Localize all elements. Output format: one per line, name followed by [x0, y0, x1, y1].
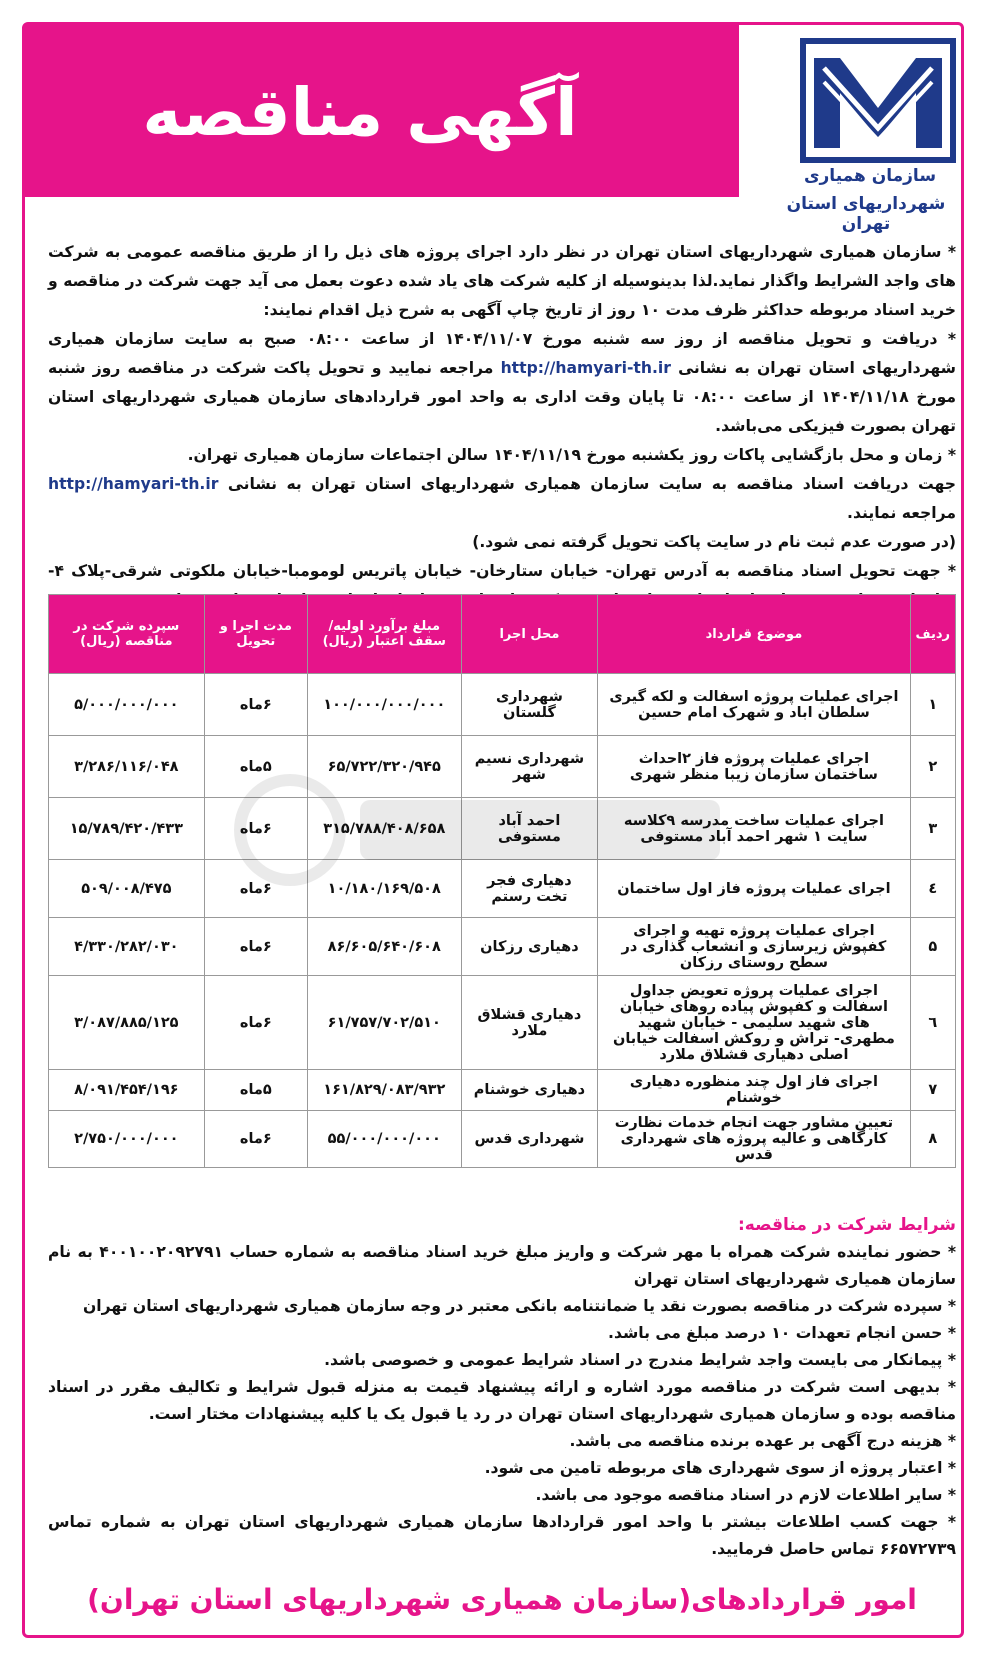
- intro-text: جهت دریافت اسناد مناقصه به سایت سازمان همیاری شهرداریهای استان تهران به نشانی: [227, 475, 957, 493]
- ad-title: آگهی مناقصه عمومی: [142, 74, 578, 261]
- condition-item: * بدیهی است شرکت در مناقصه مورد اشاره و ارائه پیشنهاد قیمت به منزله قبول شرایط و تکالیف مقرر در اسناد مناقصه بوده و سازمان همیاری شهرداریهای استان تهران در رد یا قبول یک یا کلیه پیشنهادات مختار است.: [48, 1378, 956, 1423]
- row-number-cell: ۳: [910, 798, 955, 860]
- budget-cell: ۶۱/۷۵۷/۷۰۲/۵۱۰: [308, 976, 462, 1070]
- duration-cell: ۶ماه: [204, 1111, 307, 1168]
- row-number-cell: ۵: [910, 918, 955, 976]
- condition-item: * هزینه درج آگهی بر عهده برنده مناقصه می باشد.: [569, 1432, 956, 1450]
- intro-text: مراجعه نمایند.: [847, 504, 956, 522]
- intro-paragraph: * سازمان همیاری شهرداریهای استان تهران در نظر دارد اجرای پروژه های ذیل را از طریق مناقصه عمومی به شرکت های واجد الشرایط واگذار نماید.لذا بدینوسیله از کلیه شرکت های یاد شده دعوت بعمل می آید جهت شرکت در مناقصه و خرید اسناد مربوطه حداکثر ظرف مدت ۱۰ روز از تاریخ چاپ آگهی به شرح ذیل اقدام نمایند:: [48, 243, 956, 319]
- duration-cell: ۶ماه: [204, 798, 307, 860]
- deposit-cell: ۵/۰۰۰/۰۰۰/۰۰۰: [49, 674, 205, 736]
- table-row: [49, 798, 956, 860]
- budget-cell: ۱۶۱/۸۲۹/۰۸۳/۹۳۲: [308, 1070, 462, 1111]
- table-header-row: [49, 595, 956, 674]
- intro-paragraph: [48, 470, 956, 528]
- org-name-line1: سازمان همیاری: [803, 166, 937, 186]
- deposit-cell: ۵۰۹/۰۰۸/۴۷۵: [49, 860, 205, 918]
- duration-cell: ۶ماه: [204, 674, 307, 736]
- place-cell: دهیاری خوشنام: [461, 1070, 598, 1111]
- deposit-cell: ۳/۰۸۷/۸۸۵/۱۲۵: [49, 976, 205, 1070]
- table-row: [49, 1070, 956, 1111]
- subject-cell: تعیین مشاور جهت انجام خدمات نظارت کارگاهی و عالیه پروژه های شهرداری قدس: [598, 1111, 910, 1168]
- duration-cell: ۶ماه: [204, 860, 307, 918]
- header-place: محل اجرا: [461, 595, 598, 674]
- table-row: [49, 674, 956, 736]
- row-number-cell: ٤: [910, 860, 955, 918]
- duration-cell: ۶ماه: [204, 918, 307, 976]
- place-cell: دهیاری فجر تخت رستم: [461, 860, 598, 918]
- subject-cell: اجرای عملیات پروژه تهیه و اجرای کفپوش زیرسازی و انشعاب گذاری در سطح روستای رزکان: [598, 918, 910, 976]
- deposit-cell: ۱۵/۷۸۹/۴۲۰/۴۳۳: [49, 798, 205, 860]
- organization-logo: [800, 38, 956, 163]
- table-row: [49, 860, 956, 918]
- duration-cell: ۵ماه: [204, 1070, 307, 1111]
- table-row: [49, 1111, 956, 1168]
- header-deposit: سپرده شرکت در مناقصه (ریال): [49, 595, 205, 674]
- deposit-cell: ۸/۰۹۱/۴۵۴/۱۹۶: [49, 1070, 205, 1111]
- row-number-cell: ۸: [910, 1111, 955, 1168]
- deposit-cell: ۴/۳۳۰/۲۸۲/۰۳۰: [49, 918, 205, 976]
- website-link[interactable]: http://hamyari-th.ir: [500, 359, 671, 377]
- subject-cell: اجرای فاز اول چند منظوره دهیاری خوشنام: [598, 1070, 910, 1111]
- budget-cell: ۵۵/۰۰۰/۰۰۰/۰۰۰: [308, 1111, 462, 1168]
- footer-department: امور قراردادهای(سازمان همیاری شهرداریهای استان تهران): [87, 1583, 917, 1616]
- condition-item: * پیمانکار می بایست واجد شرایط مندرج در اسناد شرایط عمومی و خصوصی باشد.: [324, 1351, 956, 1369]
- conditions-title: شرایط شرکت در مناقصه:: [738, 1215, 956, 1235]
- condition-item: * سایر اطلاعات لازم در اسناد مناقصه موجود می باشد.: [535, 1486, 956, 1504]
- intro-paragraph: * زمان و محل بازگشایی پاکات روز یکشنبه مورخ ۱۴۰۴/۱۱/۱۹ سالن اجتماعات سازمان همیاری تهران.: [187, 446, 956, 464]
- place-cell: شهرداری نسیم شهر: [461, 736, 598, 798]
- row-number-cell: ۲: [910, 736, 955, 798]
- deposit-cell: ۲/۷۵۰/۰۰۰/۰۰۰: [49, 1111, 205, 1168]
- intro-text: * دریافت و تحویل مناقصه از روز سه شنبه مورخ ۱۴۰۴/۱۱/۰۷ از ساعت ۰۸:۰۰ صبح به سایت سازمان همیاری شهرداریهای استان تهران به نشانی: [48, 330, 956, 377]
- place-cell: دهیاری قشلاق ملارد: [461, 976, 598, 1070]
- budget-cell: ۸۶/۶۰۵/۶۴۰/۶۰۸: [308, 918, 462, 976]
- intro-paragraph: (در صورت عدم ثبت نام در سایت پاکت تحویل گرفته نمی شود.): [472, 533, 956, 551]
- budget-cell: ۱۰۰/۰۰۰/۰۰۰/۰۰۰: [308, 674, 462, 736]
- intro-paragraph: * جهت تحویل اسناد مناقصه به آدرس تهران- خیابان ستارخان- خیابان پاتریس لومومبا-خیابان ملکوتی شرقی-پلاک ۴-: [48, 562, 956, 580]
- subject-cell: اجرای عملیات پروژه فاز اول ساختمان: [598, 860, 910, 918]
- row-number-cell: ٦: [910, 976, 955, 1070]
- table-row: [49, 976, 956, 1070]
- condition-item: * حضور نماینده شرکت همراه با مهر شرکت و واریز مبلغ خرید اسناد مناقصه به شماره حساب ۴۰۰۱۰۰۲۰۹۲۷۹۱ به نام سازمان همیاری شهرداریهای استان تهران: [48, 1243, 957, 1288]
- conditions-section: [48, 1212, 956, 1563]
- row-number-cell: ۷: [910, 1070, 955, 1111]
- condition-item: * سپرده شرکت در مناقصه بصورت نقد یا ضمانتنامه بانکی معتبر در وجه سازمان همیاری شهرداریهای استان تهران: [83, 1297, 956, 1315]
- header-row-num: ردیف: [910, 595, 955, 674]
- intro-text: مراجعه نمایید و تحویل پاکت شرکت در مناقصه روز شنبه مورخ ۱۴۰۴/۱۱/۱۸ از ساعت ۰۸:۰۰ تا پایان وقت اداری به واحد امور قراردادهای سازمان همیاری شهرداریهای استان تهران بصورت فیزیکی می‌باشد.: [48, 359, 957, 435]
- place-cell: احمد آباد مستوفی: [461, 798, 598, 860]
- intro-section: [48, 238, 956, 615]
- header-budget: مبلغ برآورد اولیه/ سقف اعتبار (ریال): [308, 595, 462, 674]
- budget-cell: ۱۰/۱۸۰/۱۶۹/۵۰۸: [308, 860, 462, 918]
- condition-item: * حسن انجام تعهدات ۱۰ درصد مبلغ می باشد.: [608, 1324, 956, 1342]
- website-link[interactable]: http://hamyari-th.ir: [48, 475, 219, 493]
- place-cell: شهرداری قدس: [461, 1111, 598, 1168]
- duration-cell: ۵ماه: [204, 736, 307, 798]
- subject-cell: اجرای عملیات پروژه فاز ۲احداث ساختمان سازمان زیبا منظر شهری: [598, 736, 910, 798]
- place-cell: دهیاری رزکان: [461, 918, 598, 976]
- subject-cell: اجرای عملیات پروژه اسفالت و لکه گیری سلطان اباد و شهرک امام حسین: [598, 674, 910, 736]
- subject-cell: اجرای عملیات ساخت مدرسه ۹کلاسه سایت ۱ شهر احمد آباد مستوفی: [598, 798, 910, 860]
- tender-table: [48, 594, 956, 1168]
- condition-item: * اعتبار پروژه از سوی شهرداری های مربوطه تامین می شود.: [484, 1459, 956, 1477]
- header-duration: مدت اجرا و تحویل: [204, 595, 307, 674]
- intro-paragraph: [48, 325, 956, 441]
- row-number-cell: ۱: [910, 674, 955, 736]
- subject-cell: اجرای عملیات پروژه تعویض جداول اسفالت و کفپوش پیاده روهای خیابان های شهید سلیمی - خیابان شهید مطهری- تراش و روکش اسفالت خیابان اصلی دهیاری قشلاق ملارد: [598, 976, 910, 1070]
- org-name-line2: شهرداریهای استان تهران: [786, 194, 946, 234]
- header-subject: موضوع قرارداد: [598, 595, 910, 674]
- duration-cell: ۶ماه: [204, 976, 307, 1070]
- deposit-cell: ۳/۲۸۶/۱۱۶/۰۴۸: [49, 736, 205, 798]
- condition-item: * جهت کسب اطلاعات بیشتر با واحد امور قراردادها سازمان همیاری شهرداریهای استان تهران به شماره تماس ۶۶۵۷۲۷۳۹ تماس حاصل فرمایید.: [48, 1513, 956, 1558]
- budget-cell: ۳۱۵/۷۸۸/۴۰۸/۶۵۸: [308, 798, 462, 860]
- budget-cell: ۶۵/۷۲۲/۳۲۰/۹۴۵: [308, 736, 462, 798]
- table-row: [49, 918, 956, 976]
- table-row: [49, 736, 956, 798]
- place-cell: شهرداری گلستان: [461, 674, 598, 736]
